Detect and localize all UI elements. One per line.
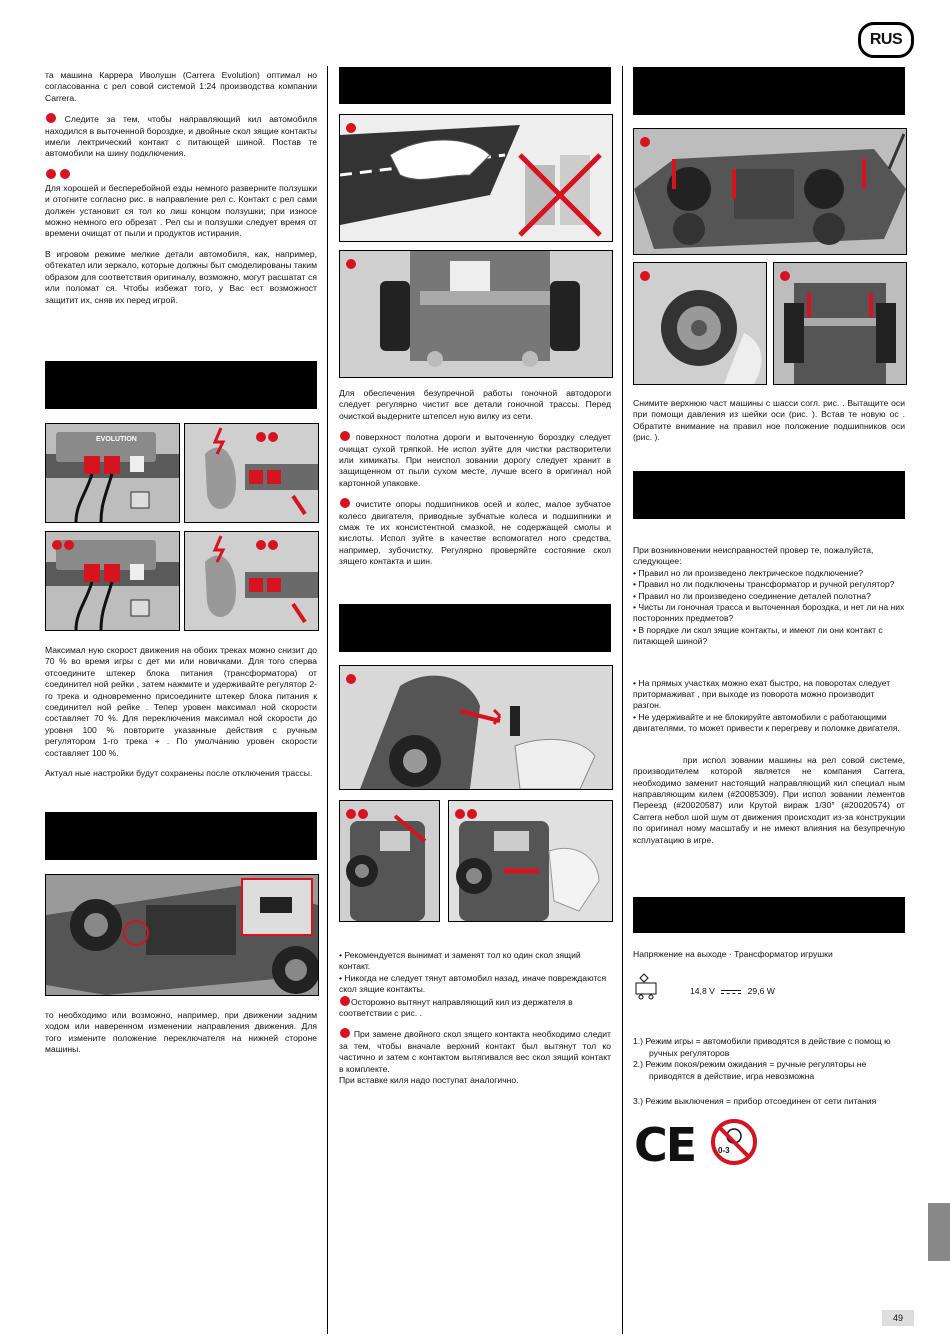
list-item: • Правил но ли произведено лектрическое подключение? [633, 567, 864, 578]
list-item: • Правил но ли подключены трансформатор и ручной регулятор? [633, 579, 895, 590]
figure-marker-icon [52, 540, 62, 550]
language-badge: RUS [858, 22, 914, 58]
figure-power-unit-4 [184, 531, 319, 631]
axle-drawing [340, 251, 612, 377]
figure-bearing [773, 262, 907, 385]
list-item: • Рекомендуется вынимат и заменят тол ко один скол зящий контакт. [339, 950, 581, 972]
list-item: 2.) Режим покоя/режим ожидания = ручные регуляторы не приводятся в действие, игра невозможна [633, 1059, 867, 1081]
figure-power-unit-1 [45, 423, 180, 523]
bearing-drawing [774, 263, 906, 384]
figure-marker-icon [256, 540, 266, 550]
spec-title: Напряжение на выходе · Трансформатор игрушки [633, 949, 833, 959]
section-header-bar [633, 897, 905, 933]
figure-marker-icon [256, 432, 266, 442]
lubrication-paragraph: очистите опоры подшипников осей и колес, малое зубчатое колесо двигателя, приводные зубчатые колеса и подшипники и смаж те их консистентной смазкой, не содержащей смолы и кислоты. Испол зуйте в качестве вспомогател ного средства, например, зубочистку. Регулярно проверяйте состояние скол зящего контакта и шин. [339, 499, 611, 567]
settings-saved-paragraph: Актуал ные настройки будут сохранены после отключения трассы. [45, 768, 313, 779]
age-warning-icon [710, 1118, 758, 1166]
figure-chassis [633, 128, 907, 255]
figure-axle-lubrication [339, 250, 613, 378]
list-item: • На прямых участках можно ехат быстро, на поворотах следует притормаживат , при выходе из поворота можно производит разгон. [633, 677, 891, 711]
section-header-bar [633, 471, 905, 519]
left-column [45, 70, 317, 315]
list-item: Осторожно вытянут направляющий кил из держателя в соответствии с рис. . [339, 996, 573, 1019]
figure-power-unit-2 [184, 423, 319, 523]
figure-marker-icon [455, 809, 465, 819]
figure-axle-removal [633, 262, 767, 385]
figure-marker-icon [46, 113, 56, 123]
small-parts-paragraph: В игровом режиме мелкие детали автомобиля, как, например, обтекател или зеркало, которые должны быт смоделированы таким образом для соответствия оригиналу, возможно, могут расшатат ся или поломат ся. Чтобы избежат того, у Вас ест возможност защитит их, сняв их перед игрой. [45, 248, 318, 305]
figure-marker-icon [340, 498, 350, 508]
figure-marker-icon [340, 996, 350, 1006]
output-voltage: 14,8 V 29,6 W [690, 986, 775, 996]
page-number: 49 [882, 1310, 914, 1326]
figure-marker-icon [46, 169, 56, 179]
track-cleaning-drawing [340, 115, 612, 241]
modes-list [633, 1036, 905, 1108]
figure-marker-icon [467, 809, 477, 819]
intro-paragraph: та машина Каррера Иволушн (Carrera Evolution) оптимал но согласованна с рел совой системой 1:24 производства компании Carrera. [45, 70, 317, 103]
wheel-drawing [634, 263, 766, 384]
list-item: • Никогда не следует тянут автомобил назад, иначе повреждаются скол зящие контакты. [339, 972, 607, 995]
figure-marker-icon [268, 540, 278, 550]
section-header-bar [45, 361, 317, 409]
chassis-drawing [634, 129, 906, 254]
section-header-bar [339, 604, 611, 652]
figure-switch [45, 874, 319, 996]
list-item: 1.) Режим игры = автомобили приводятся в действие с помощ ю ручных регуляторов [633, 1036, 891, 1058]
figure-track-cleaning [339, 114, 613, 242]
switch-section [45, 1010, 317, 1065]
section-header-bar [633, 67, 905, 115]
figure-marker-icon [64, 540, 74, 550]
figure-marker-icon [60, 169, 70, 179]
list-item: • Не удерживайте и не блокируйте автомобили с работающими двигателями, то может привести к перегреву и поломке двигателя. [633, 711, 900, 734]
car-underside-drawing [46, 875, 318, 995]
figure-power-unit-3 [45, 531, 180, 631]
figure-marker-icon [346, 259, 356, 269]
list-item: • Чисты ли гоночная трасса и выточенная бороздка, и нет ли на них посторонних предметов? [633, 602, 905, 624]
list-item: 3.) Режим выключения = прибор отсоединен от сети питания [633, 1096, 877, 1107]
figure-contact-2 [448, 800, 613, 922]
list-item: • В порядке ли скол зящие контакты, и имеют ли они контакт с питающей шиной? [633, 624, 883, 647]
braid-paragraph: Для хорошей и бесперебойной езды немного разверните ползушки и отогните согласно рис. в направление рел с. Контакт с рел сами должен установит ся тол ко лиш концом ползушки; при износе можно немного его обрезат . Рел сы и ползушки следует время от времени очищат от пыли и продуктов истирания. [45, 182, 317, 239]
speed-section [45, 645, 317, 788]
evolution-label: EVOLUTION [96, 436, 137, 443]
figure-marker-icon [358, 809, 368, 819]
figure-keel-removal [339, 665, 613, 790]
direction-paragraph: то необходимо или возможно, например, при движении задним ходом или наверенном изменении направления движения. Для того измените положение переключателя на нижней стороне машины. [45, 1010, 317, 1055]
figure-marker-icon [640, 137, 650, 147]
double-contact-paragraph: При замене двойного скол зящего контакта необходимо следит за тем, чтобы вначале верхний контакт был вытянут тол ко частично и затем с контактом вытягивался вес скол зящий контакт в комплекте. [339, 1029, 611, 1074]
dc-symbol-icon [721, 990, 741, 994]
troubleshooting-intro: При возникновении неисправностей провер те, пожалуйста, следующее: [633, 545, 874, 567]
list-item: • Правил но ли произведено соединение деталей полотна? [633, 590, 871, 601]
figure-marker-icon [640, 271, 650, 281]
transformer-icon [633, 972, 661, 1000]
section-header-bar [45, 812, 317, 860]
figure-marker-icon [346, 809, 356, 819]
maintenance-section [339, 388, 611, 577]
third-party-track-paragraph: при испол зовании машины на рел совой системе, производителем которой является не компания Carrera, необходимо заменит настоящий направляющий кил специал ным направляющим килем (#20085309). При испол зовании лементов Переезд (#20020587) или Крутой вираж 1/30° (#20020574) от Carrera небол шой шум от движения происходит из-за конструкции по оригинал ному масштабу и не имеют влияния на безупречную ксплуатацию в игре. [633, 754, 905, 845]
maintenance-paragraph: Для обеспечения безупречной работы гоночной автодороги следует регулярно чистит все детали гоночной трассы. Перед очисткой выдерните штепсел ную вилку из сети. [339, 388, 611, 421]
figure-marker-icon [340, 431, 350, 441]
figure-marker-icon [268, 432, 278, 442]
side-tab [928, 1203, 950, 1261]
axle-section [633, 398, 905, 453]
section-header-bar [339, 67, 611, 104]
column-divider-2 [622, 66, 623, 1334]
age-label: 0-3 [718, 1146, 730, 1155]
speed-paragraph: Максимал ную скорост движения на обоих треках можно снизит до 70 % во время игры с дет ми или новичками. Для того сперва отсоедините штекер блока питания (трансформатора) от соединител ной рейки , затем нажмите и удерживайте регулятор 2-го трека и одновременно присоедините штекер блока питания к соединител ной рейке . Тепер уровен максимал ной скорости составляет 70 %. Для переключения максимал ной скорости до уровня 100 % повторите указанные действия с ручным регулятором 1-го трека + . По умолчанию уровен скорости составляет 100 %. [45, 645, 317, 758]
figure-marker-icon [346, 123, 356, 133]
keel-removal-drawing [340, 666, 612, 789]
figure-marker-icon [780, 271, 790, 281]
ce-mark-icon: CE [634, 1118, 696, 1172]
guide-keel-paragraph: Следите за тем, чтобы направляющий кил автомобиля находился в выточенной бороздке, и двойные скол зящие контакты имели лектрический контакт с питающей шиной. Постав те автомобили на шину подключения. [45, 114, 318, 159]
column-divider-1 [327, 66, 328, 1334]
contact-section [339, 950, 611, 1095]
troubleshooting-section [633, 545, 905, 855]
figure-marker-icon [346, 674, 356, 684]
axle-paragraph: Снимите верхнюю част машины с шасси согл. рис. . Вытащите оси при помощи давления из шейки оси (рис. ). Встав те новую ос . Обратите внимание на правил ное положение подшипников оси (рис. ). [633, 398, 905, 443]
figure-marker-icon [340, 1028, 350, 1038]
power-unit-drawing [185, 532, 318, 630]
insert-paragraph: При вставке киля надо поступат аналогично. [339, 1075, 519, 1086]
figure-contact-1 [339, 800, 440, 922]
track-cleaning-paragraph: поверхност полотна дороги и выточенную бороздку следует очищат сухой тряпкой. Не испол зуйте для чистки растворители или химикаты. При неиспол зовании дорогу следует хранит в защищенном от пыли сухом месте, лучше всего в оригинал ной картонной упаковке. [339, 432, 611, 488]
power-unit-drawing [185, 424, 318, 522]
